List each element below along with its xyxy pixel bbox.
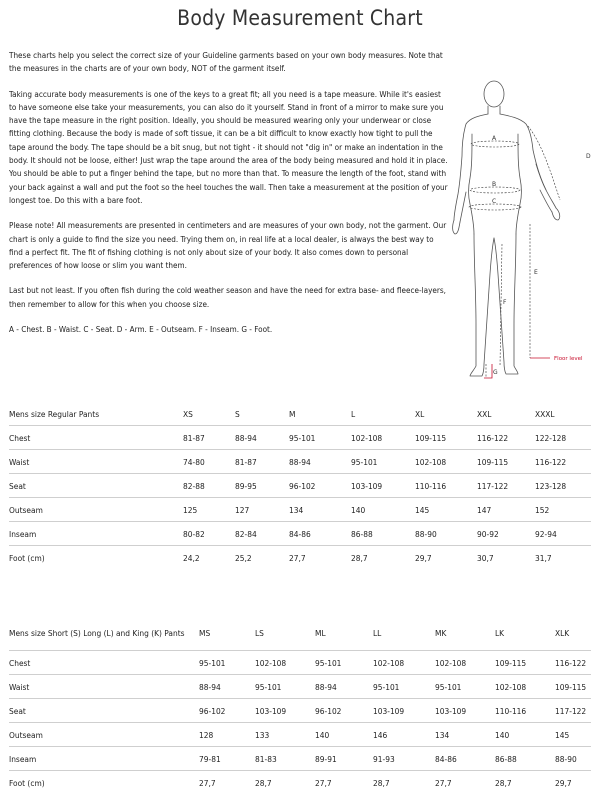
intro-paragraph: Please note! All measurements are presented in centimeters and are measures of your own body, not the garment. Our chart is only a guide to find the size you need. Trying them on, in real life at a local dealer, is always the best way to find a perfect fit. The fit of fishing clothing is not only about size of your body. It also comes down to personal preferences of how loose or slim you want them. [9,220,447,271]
size-header: LS [255,628,264,638]
size-header: XS [183,408,193,419]
row-label: Seat [9,699,199,723]
table-cell: 28,7 [351,546,415,570]
table-row [9,498,591,522]
intro-text [9,49,449,348]
table-row [9,723,591,747]
table-cell: 95-101 [255,675,315,699]
table-cell: 88-94 [199,675,255,699]
short-long-king-size-table [9,616,591,794]
legend-line: A - Chest. B - Waist. C - Seat. D - Arm. E - Outseam. F - Inseam. G - Foot. [9,324,273,335]
table-cell: 81-87 [235,450,289,474]
intro-paragraph: These charts help you select the correct size of your Guideline garments based on your own body measures. Note that the measures in the charts are of your own body, NOT of the garment itself. [9,50,443,74]
size-header: S [235,408,240,419]
size-header: XXXL [535,408,555,419]
table-row [9,546,591,570]
table-cell: 140 [315,723,373,747]
row-label: Inseam [9,522,183,546]
table-row [9,747,591,771]
table-cell: 89-91 [315,747,373,771]
table-cell: 89-95 [235,474,289,498]
table-cell: 95-101 [435,675,495,699]
label-e: E [534,269,538,276]
table-cell: 102-108 [351,426,415,450]
size-header: ML [315,628,326,638]
table-cell: 27,7 [289,546,351,570]
table-cell: 27,7 [199,771,255,795]
table-cell: 86-88 [351,522,415,546]
label-f: F [503,299,507,306]
table-row [9,522,591,546]
table-cell: 109-115 [495,651,555,675]
row-label: Waist [9,450,183,474]
table-cell: 145 [555,723,591,747]
regular-pants-size-table [9,402,591,569]
table-cell: 140 [495,723,555,747]
table-cell: 117-122 [477,474,535,498]
table-cell: 95-101 [373,675,435,699]
intro-paragraph: Last but not least. If you often fish during the cold weather season and have the need for extra base- and fleece-layers, then remember to allow for this when you choose size. [9,285,446,309]
table-cell: 103-109 [255,699,315,723]
size-header: LK [495,628,505,638]
table-cell: 92-94 [535,522,591,546]
table-cell: 102-108 [255,651,315,675]
table-cell: 123-128 [535,474,591,498]
row-label: Outseam [9,498,183,522]
table-cell: 110-116 [415,474,477,498]
table-cell: 25,2 [235,546,289,570]
body-outline [453,81,560,376]
table-header-label: Mens size Short (S) Long (L) and King (K) Pants [9,627,185,638]
table-cell: 82-88 [183,474,235,498]
measurement-lines [469,126,560,378]
table-cell: 24,2 [183,546,235,570]
table-cell: 79-81 [199,747,255,771]
row-label: Foot (cm) [9,546,183,570]
body-figure-illustration [430,74,600,394]
row-label: Waist [9,675,199,699]
row-label: Chest [9,651,199,675]
table-cell: 29,7 [555,771,591,795]
table-cell: 102-108 [415,450,477,474]
table-cell: 103-109 [373,699,435,723]
table-cell: 103-109 [435,699,495,723]
table-cell: 102-108 [495,675,555,699]
table-cell: 81-83 [255,747,315,771]
label-a: A [492,135,497,142]
table-cell: 29,7 [415,546,477,570]
table-row [9,651,591,675]
table-cell: 30,7 [477,546,535,570]
table-cell: 27,7 [315,771,373,795]
size-header: L [351,408,356,419]
page-title: Body Measurement Chart [177,6,423,30]
label-b: B [492,181,497,188]
table-cell: 28,7 [495,771,555,795]
table-cell: 125 [183,498,235,522]
table-row [9,474,591,498]
size-header: MK [435,628,447,638]
table-cell: 109-115 [555,675,591,699]
table-cell: 146 [373,723,435,747]
row-label: Outseam [9,723,199,747]
row-label: Chest [9,426,183,450]
table-cell: 96-102 [289,474,351,498]
table-cell: 80-82 [183,522,235,546]
table-header-label: Mens size Regular Pants [9,408,100,419]
table-cell: 128 [199,723,255,747]
arm-line [528,126,560,200]
table-cell: 145 [415,498,477,522]
table-cell: 81-87 [183,426,235,450]
table-row [9,699,591,723]
table-cell: 84-86 [435,747,495,771]
table-cell: 96-102 [199,699,255,723]
label-c: C [492,198,497,205]
table-cell: 147 [477,498,535,522]
table-cell: 86-88 [495,747,555,771]
table-cell: 31,7 [535,546,591,570]
table-cell: 88-90 [415,522,477,546]
table-cell: 95-101 [199,651,255,675]
table-row [9,771,591,795]
row-label: Inseam [9,747,199,771]
table-cell: 134 [289,498,351,522]
table-cell: 74-80 [183,450,235,474]
table-row [9,675,591,699]
table-cell: 152 [535,498,591,522]
table-cell: 116-122 [477,426,535,450]
table-cell: 88-94 [289,450,351,474]
table-cell: 133 [255,723,315,747]
table-header-row [9,616,591,651]
size-header: XL [415,408,425,419]
table-cell: 28,7 [373,771,435,795]
table-cell: 90-92 [477,522,535,546]
row-label: Seat [9,474,183,498]
table-cell: 91-93 [373,747,435,771]
size-header: MS [199,628,211,638]
size-header: XXL [477,408,492,419]
table-cell: 95-101 [315,651,373,675]
table-cell: 117-122 [555,699,591,723]
table-cell: 88-94 [235,426,289,450]
table-cell: 122-128 [535,426,591,450]
table-cell: 88-94 [315,675,373,699]
intro-paragraph: Taking accurate body measurements is one of the keys to a great fit; all you need is a tape measure. While it's easiest to have someone else take your measurements, you can also do it yourself. Stand in front of a mirror to make sure you have the tape measure in the right position. Ideally, you should be measured wearing only your underwear or close fitting clothing. Because the body is made of soft tissue, it can be a bit difficult to know exactly how tight to pull the tape around the body. The tape should be a bit snug, but not tight - it should not "dig in" or make an indentation in the body. It should not be loose, either! Just wrap the tape around the area of the body being measured and hold it in place. You should be able to put a finger behind the tape, but no more than that. To measure the length of the foot, stand with your back against a wall and put the foot so the heel touches the wall. Then take a measurement at the position of your longest toe. Do this with a bare foot. [9,88,448,205]
table-header-row [9,402,591,426]
table-cell: 95-101 [289,426,351,450]
table-cell: 127 [235,498,289,522]
table-cell: 82-84 [235,522,289,546]
table-cell: 109-115 [415,426,477,450]
table-cell: 28,7 [255,771,315,795]
table-cell: 140 [351,498,415,522]
table-cell: 88-90 [555,747,591,771]
table-cell: 116-122 [555,651,591,675]
size-header: M [289,408,296,419]
table-cell: 27,7 [435,771,495,795]
table-cell: 134 [435,723,495,747]
table-row [9,426,591,450]
figure-labels [492,135,591,376]
table-cell: 84-86 [289,522,351,546]
table-cell: 102-108 [435,651,495,675]
size-header: LL [373,628,382,638]
floor-level-label: Floor level [554,356,583,362]
label-g: G [493,369,498,376]
table-cell: 95-101 [351,450,415,474]
table-cell: 96-102 [315,699,373,723]
table-cell: 103-109 [351,474,415,498]
label-d: D [586,153,591,160]
table-cell: 109-115 [477,450,535,474]
table-cell: 116-122 [535,450,591,474]
table-cell: 110-116 [495,699,555,723]
size-header: XLK [555,628,570,638]
table-row [9,450,591,474]
table-cell: 102-108 [373,651,435,675]
row-label: Foot (cm) [9,771,199,795]
